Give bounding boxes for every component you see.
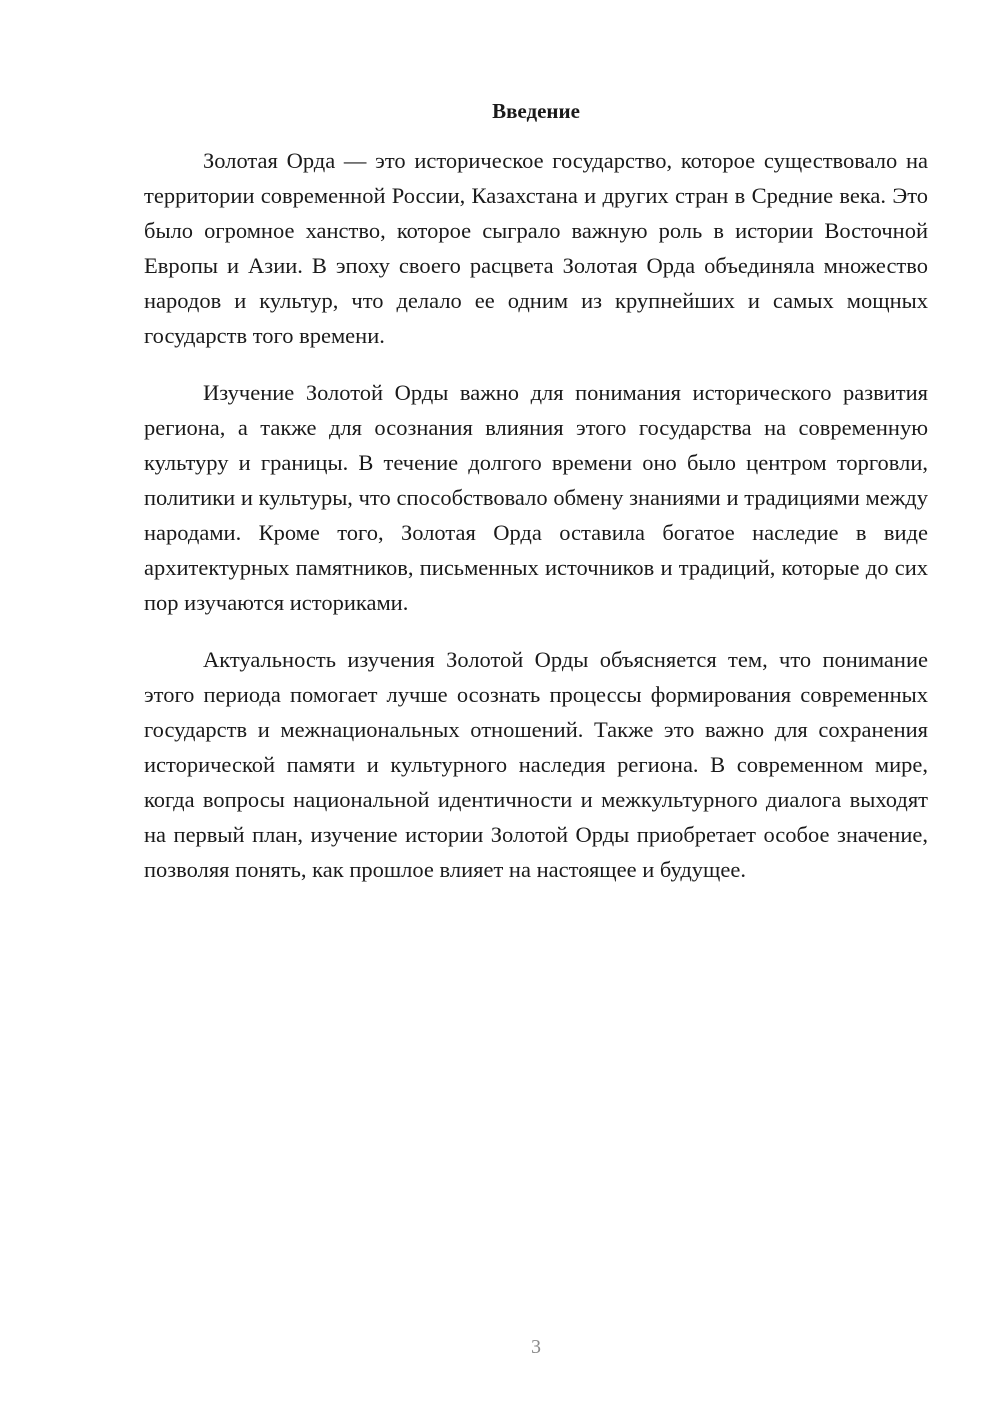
- paragraph-1: Золотая Орда — это историческое государство, которое существовало на территории современной России, Казахстана и других стран в Средние века. Это было огромное ханство, которое сыграло важную роль в истории Восточной Европы и Азии. В эпоху своего расцвета Золотая Орда объединяла множество народов и культур, что делало ее одним из крупнейших и самых мощных государств того времени.: [144, 148, 928, 348]
- page-number: 3: [531, 1336, 541, 1358]
- section-title: Введение: [492, 99, 580, 123]
- body-text: [144, 143, 928, 909]
- paragraph-2: Изучение Золотой Орды важно для понимания исторического развития региона, а также для осознания влияния этого государства на современную культуру и границы. В течение долгого времени оно было центром торговли, политики и культуры, что способствовало обмену знаниями и традициями между народами. Кроме того, Золотая Орда оставила богатое наследие в виде архитектурных памятников, письменных источников и традиций, которые до сих пор изучаются историками.: [144, 380, 928, 615]
- paragraph-3: Актуальность изучения Золотой Орды объясняется тем, что понимание этого периода помогает лучше осознать процессы формирования современных государств и межнациональных отношений. Также это важно для сохранения исторической памяти и культурного наследия региона. В современном мире, когда вопросы национальной идентичности и межкультурного диалога выходят на первый план, изучение истории Золотой Орды приобретает особое значение, позволяя понять, как прошлое влияет на настоящее и будущее.: [144, 647, 928, 882]
